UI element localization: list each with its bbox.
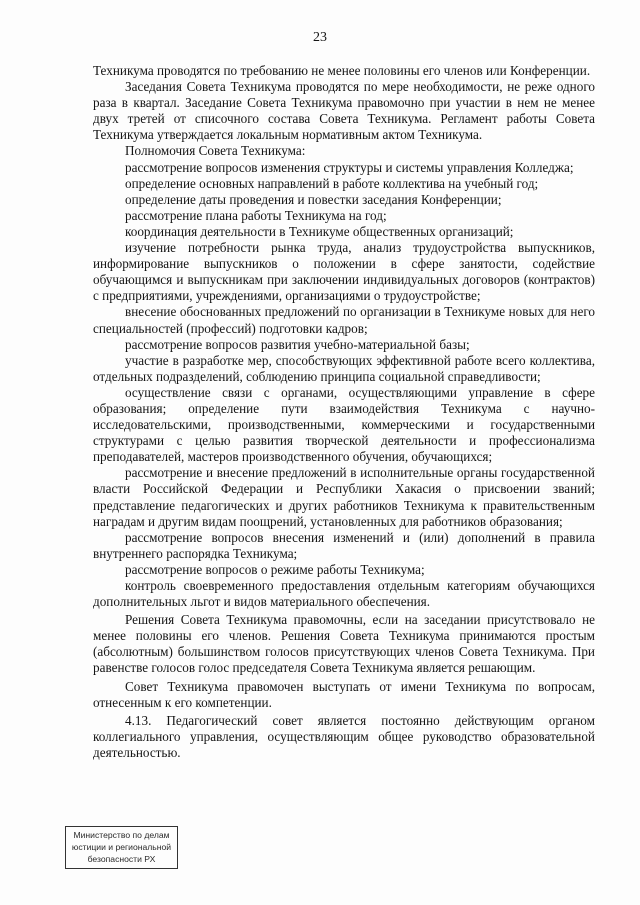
- paragraph: рассмотрение вопросов развития учебно-материальной базы;: [125, 336, 470, 352]
- paragraph: координация деятельности в Техникуме общественных организаций;: [125, 223, 514, 239]
- paragraph: рассмотрение плана работы Техникума на год;: [125, 207, 387, 223]
- paragraph: осуществление связи с органами, осуществляющими управление в сфере образования; определение пути взаимодействия Техникума с научно-исследовательскими, производственными, коммерческими и государственными структурами с целью развития творческой деятельности и профессионализма преподавателей, мастеров производственного обучения, обучающихся;: [93, 384, 595, 465]
- paragraph: Полномочия Совета Техникума:: [125, 143, 306, 159]
- paragraph: Совет Техникума правомочен выступать от имени Техникума по вопросам, отнесенным к его компетенции.: [93, 678, 595, 710]
- paragraph: Решения Совета Техникума правомочны, если на заседании присутствовало не менее половины его членов. Решения Совета Техникума принимаются простым (абсолютным) большинством голосов присутствующих членов Совета Техникума. При равенстве голосов голос председателя Совета Техникума является решающим.: [93, 612, 595, 676]
- paragraph: рассмотрение вопросов внесения изменений и (или) дополнений в правила внутреннего распорядка Техникума;: [93, 529, 595, 561]
- paragraph: рассмотрение вопросов изменения структуры и системы управления Колледжа;: [125, 159, 574, 175]
- paragraph: Заседания Совета Техникума проводятся по мере необходимости, не реже одного раза в квартал. Заседание Совета Техникума правомочно при участии в нем не менее двух третей от списочного состава Совета Техникума. Регламент работы Совета Техникума утверждается локальным нормативным актом Техникума.: [93, 79, 595, 143]
- registration-stamp: [65, 826, 178, 869]
- paragraph: контроль своевременного предоставления отдельным категориям обучающихся дополнительных льгот и видов материального обеспечения.: [93, 578, 595, 610]
- paragraph: Техникума проводятся по требованию не менее половины его членов или Конференции.: [93, 63, 591, 78]
- paragraph: определение основных направлений в работе коллектива на учебный год;: [125, 175, 539, 191]
- stamp-line: Министерство по делам: [73, 830, 170, 840]
- paragraph: изучение потребности рынка труда, анализ трудоустройства выпускников, информирование выпускников о положении в сфере занятости, содействие обучающимся и выпускникам при заключении индивидуальных договоров (контрактов) с предприятиями, учреждениями, организациями о трудоустройстве;: [93, 240, 595, 304]
- stamp-line: безопасности РХ: [87, 854, 156, 864]
- document-body: [93, 63, 595, 761]
- paragraph: рассмотрение вопросов о режиме работы Техникума;: [125, 561, 425, 577]
- paragraph: участие в разработке мер, способствующих эффективной работе всего коллектива, отдельных подразделений, соблюдению принципа социальной справедливости;: [93, 352, 595, 384]
- stamp-line: юстиции и региональной: [71, 842, 172, 852]
- paragraph: 4.13. Педагогический совет является постоянно действующим органом коллегиального управления, осуществляющим общее руководство образовательной деятельностью.: [93, 712, 595, 760]
- paragraph: рассмотрение и внесение предложений в исполнительные органы государственной власти Российской Федерации и Республики Хакасия о присвоении званий; представление педагогических и других работников Техникума к правительственным наградам и другим видам поощрений, установленных для работников образования;: [93, 465, 595, 529]
- paragraph: определение даты проведения и повестки заседания Конференции;: [125, 191, 502, 207]
- paragraph: внесение обоснованных предложений по организации в Техникуме новых для него специальностей (профессий) подготовки кадров;: [93, 304, 595, 336]
- page-number: 23: [313, 30, 327, 45]
